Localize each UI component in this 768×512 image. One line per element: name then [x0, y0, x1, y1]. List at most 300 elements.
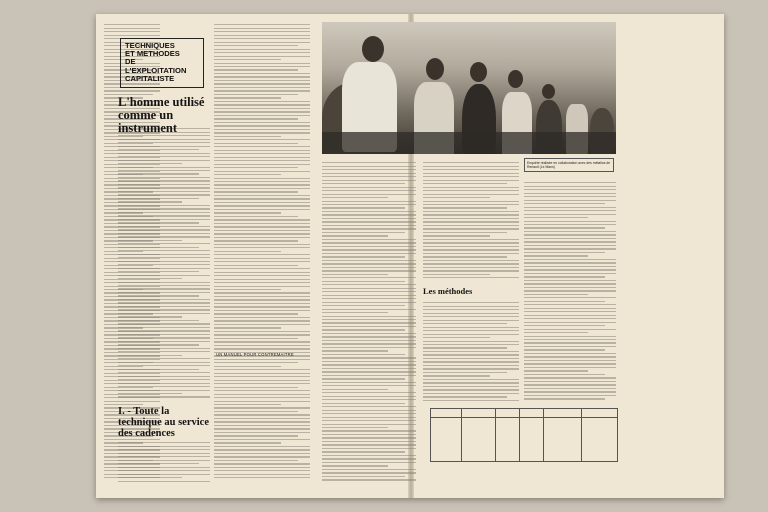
- text-line: [524, 398, 605, 399]
- text-line: [118, 379, 210, 380]
- text-line: [118, 320, 199, 321]
- text-line: [423, 190, 519, 191]
- text-line: [322, 207, 405, 208]
- text-line: [214, 268, 310, 269]
- text-line: [322, 403, 405, 404]
- text-line: [214, 289, 281, 290]
- text-line: [423, 211, 519, 212]
- text-line: [322, 451, 405, 452]
- text-line: [423, 323, 507, 324]
- text-line: [214, 331, 310, 332]
- text-line: [322, 256, 405, 257]
- text-line: [322, 343, 416, 344]
- text-line: [214, 366, 281, 367]
- text-line: [322, 458, 416, 459]
- text-line: [423, 389, 519, 390]
- text-line: [214, 320, 310, 321]
- text-line: [214, 237, 310, 238]
- text-line: [214, 230, 310, 231]
- text-line: [214, 87, 310, 88]
- text-line: [524, 342, 616, 343]
- text-line: [423, 316, 519, 317]
- text-line: [214, 223, 310, 224]
- text-line: [322, 392, 416, 393]
- text-line: [524, 294, 588, 295]
- text-line: [214, 63, 310, 64]
- text-line: [524, 238, 616, 239]
- text-line: [524, 332, 588, 333]
- methods-heading: Les méthodes: [423, 286, 473, 296]
- text-line: [423, 256, 507, 257]
- text-line: [322, 288, 416, 289]
- text-line: [214, 449, 310, 450]
- text-line: [214, 202, 310, 203]
- text-line: [118, 453, 210, 454]
- text-line: [322, 194, 416, 195]
- text-line: [118, 236, 210, 237]
- text-line: [214, 341, 310, 342]
- text-line: [423, 214, 519, 215]
- text-line: [423, 169, 519, 170]
- text-line: [524, 193, 616, 194]
- text-line: [322, 235, 388, 236]
- text-line: [214, 380, 310, 381]
- text-line: [214, 219, 310, 220]
- text-line: [423, 306, 519, 307]
- text-line: [214, 233, 310, 234]
- text-line: [214, 446, 310, 447]
- text-line: [118, 219, 210, 220]
- text-line: [214, 306, 310, 307]
- text-line: [118, 456, 210, 457]
- text-line: [423, 372, 507, 373]
- text-line: [214, 383, 310, 384]
- text-line: [524, 349, 605, 350]
- text-line: [322, 465, 388, 466]
- text-line: [322, 218, 416, 219]
- text-line: [524, 388, 616, 389]
- text-line: [104, 31, 160, 32]
- text-line: [214, 348, 310, 349]
- text-line: [118, 474, 210, 475]
- text-line: [118, 309, 210, 310]
- text-line: [214, 188, 310, 189]
- text-line: [118, 396, 210, 397]
- text-line: [214, 76, 310, 77]
- text-line: [118, 247, 199, 248]
- text-line: [118, 173, 199, 174]
- text-line: [322, 253, 416, 254]
- text-line: [118, 285, 210, 286]
- text-line: [524, 290, 616, 291]
- text-line: [322, 396, 416, 397]
- text-line: [524, 356, 616, 357]
- text-line: [104, 24, 160, 25]
- text-line: [118, 257, 210, 258]
- text-line: [118, 316, 182, 317]
- text-line: [423, 274, 490, 275]
- title-line: ET METHODES: [125, 49, 180, 59]
- text-line: [118, 302, 210, 303]
- article-title-box: [120, 38, 204, 88]
- text-line: [214, 146, 310, 147]
- text-line: [322, 312, 388, 313]
- text-line: [118, 282, 210, 283]
- text-line: [214, 334, 310, 335]
- text-line: [118, 313, 210, 314]
- text-line: [118, 344, 199, 345]
- text-line: [214, 153, 310, 154]
- text-line: [322, 350, 388, 351]
- text-line: [118, 170, 210, 171]
- text-line: [214, 164, 310, 165]
- text-line: [214, 460, 298, 461]
- text-line: [214, 303, 310, 304]
- text-line: [423, 225, 519, 226]
- text-line: [214, 414, 310, 415]
- text-line: [524, 196, 616, 197]
- text-line: [322, 469, 416, 470]
- text-line: [322, 228, 416, 229]
- text-line: [214, 160, 310, 161]
- text-line: [322, 420, 416, 421]
- text-line: [322, 263, 416, 264]
- text-line: [524, 370, 588, 371]
- text-line: [423, 351, 519, 352]
- text-line: [214, 435, 298, 436]
- text-line: [104, 90, 160, 91]
- text-line: [118, 212, 210, 213]
- text-line: [423, 235, 490, 236]
- text-line: [524, 339, 616, 340]
- text-line: [118, 275, 210, 276]
- text-line: [214, 115, 310, 116]
- text-line: [524, 353, 616, 354]
- text-line: [118, 390, 210, 391]
- text-line: [118, 198, 199, 199]
- text-line: [423, 396, 507, 397]
- text-line: [118, 240, 182, 241]
- text-line: [322, 354, 405, 355]
- text-line: [214, 477, 310, 478]
- text-line: [214, 157, 310, 158]
- text-line: [524, 186, 616, 187]
- text-line: [423, 344, 519, 345]
- right-column-3: [524, 180, 616, 402]
- text-line: [118, 163, 182, 164]
- text-line: [214, 111, 310, 112]
- text-line: [322, 169, 416, 170]
- text-line: [118, 470, 210, 471]
- text-line: [214, 387, 298, 388]
- text-line: [214, 327, 281, 328]
- text-line: [214, 150, 310, 151]
- text-line: [214, 212, 281, 213]
- text-line: [118, 463, 199, 464]
- text-line: [423, 386, 519, 387]
- text-line: [118, 229, 210, 230]
- text-line: [214, 181, 310, 182]
- text-line: [423, 277, 519, 278]
- text-line: [423, 194, 519, 195]
- article-headline: L'homme utilisé comme un instrument: [118, 95, 205, 135]
- text-line: [322, 211, 416, 212]
- text-line: [423, 368, 519, 369]
- text-line: [322, 333, 416, 334]
- text-line: [214, 254, 310, 255]
- text-line: [524, 377, 616, 378]
- text-line: [524, 381, 616, 382]
- left-column-3: [214, 22, 310, 482]
- text-line: [322, 361, 416, 362]
- text-line: [214, 251, 281, 252]
- text-line: [214, 42, 310, 43]
- photo-caption: Enquête réalisée en collaboration avec des métallos de Renault (Le Mans): [524, 158, 614, 172]
- text-line: [214, 411, 298, 412]
- text-line: [214, 28, 310, 29]
- text-line: [322, 270, 416, 271]
- text-line: [214, 69, 298, 70]
- text-line: [524, 252, 605, 253]
- text-line: [423, 313, 519, 314]
- text-line: [322, 221, 416, 222]
- text-line: [214, 376, 310, 377]
- text-line: [214, 56, 310, 57]
- text-line: [214, 45, 298, 46]
- text-line: [214, 83, 310, 84]
- text-line: [322, 190, 416, 191]
- left-column-2b: [118, 440, 210, 484]
- text-line: [322, 410, 416, 411]
- text-line: [118, 330, 210, 331]
- text-line: [104, 28, 160, 29]
- text-line: [524, 315, 616, 316]
- text-line: [423, 267, 519, 268]
- text-line: [322, 364, 416, 365]
- text-line: [524, 214, 616, 215]
- text-line: [104, 35, 160, 36]
- text-line: [322, 417, 416, 418]
- text-line: [118, 167, 210, 168]
- text-line: [118, 208, 210, 209]
- text-line: [322, 180, 416, 181]
- text-line: [322, 371, 416, 372]
- workers-photo: [322, 22, 616, 154]
- text-line: [118, 268, 210, 269]
- text-line: [118, 146, 210, 147]
- text-line: [118, 295, 199, 296]
- text-line: [524, 329, 616, 330]
- text-line: [524, 308, 616, 309]
- text-line: [214, 132, 310, 133]
- text-line: [423, 176, 519, 177]
- text-line: [322, 232, 405, 233]
- text-line: [322, 176, 416, 177]
- text-line: [118, 153, 210, 154]
- text-line: [118, 149, 199, 150]
- text-line: [322, 434, 416, 435]
- text-line: [322, 424, 416, 425]
- text-line: [524, 210, 616, 211]
- text-line: [118, 467, 210, 468]
- text-line: [524, 360, 616, 361]
- text-line: [118, 355, 182, 356]
- text-line: [322, 281, 405, 282]
- text-line: [322, 173, 416, 174]
- text-line: [524, 276, 605, 277]
- text-line: [214, 362, 298, 363]
- text-line: [214, 390, 310, 391]
- text-line: [524, 322, 616, 323]
- text-line: [214, 122, 310, 123]
- text-line: [524, 367, 616, 368]
- text-line: [214, 97, 281, 98]
- text-line: [214, 195, 310, 196]
- text-line: [322, 249, 416, 250]
- text-line: [214, 313, 298, 314]
- text-line: [118, 191, 210, 192]
- text-line: [214, 359, 310, 360]
- text-line: [423, 365, 519, 366]
- text-line: [214, 38, 310, 39]
- text-line: [118, 250, 210, 251]
- text-line: [214, 286, 310, 287]
- text-line: [118, 180, 210, 181]
- text-line: [214, 244, 310, 245]
- text-line: [322, 225, 416, 226]
- text-line: [423, 187, 519, 188]
- text-line: [322, 448, 416, 449]
- text-line: [214, 467, 310, 468]
- text-line: [524, 269, 616, 270]
- text-line: [214, 94, 298, 95]
- text-line: [524, 346, 616, 347]
- text-line: [118, 383, 210, 384]
- text-line: [423, 228, 519, 229]
- text-line: [322, 316, 416, 317]
- text-line: [322, 187, 416, 188]
- text-line: [423, 221, 519, 222]
- text-line: [524, 234, 616, 235]
- text-line: [524, 189, 616, 190]
- text-line: [214, 101, 310, 102]
- text-line: [214, 272, 310, 273]
- text-line: [214, 317, 310, 318]
- text-line: [322, 476, 405, 477]
- text-line: [423, 239, 519, 240]
- text-line: [322, 201, 416, 202]
- text-line: [423, 334, 519, 335]
- text-line: [118, 184, 210, 185]
- text-line: [322, 329, 405, 330]
- text-line: [214, 394, 310, 395]
- text-line: [423, 263, 519, 264]
- text-line: [214, 282, 310, 283]
- text-line: [423, 341, 519, 342]
- text-line: [322, 166, 416, 167]
- text-line: [423, 173, 519, 174]
- text-line: [214, 171, 310, 172]
- text-line: [214, 31, 310, 32]
- text-line: [322, 242, 416, 243]
- title-line: TECHNIQUES: [125, 41, 175, 50]
- text-line: [322, 413, 416, 414]
- text-line: [322, 204, 416, 205]
- text-line: [214, 247, 310, 248]
- text-line: [118, 323, 210, 324]
- text-line: [118, 142, 210, 143]
- text-line: [423, 197, 490, 198]
- text-line: [214, 407, 310, 408]
- text-line: [214, 174, 281, 175]
- text-line: [524, 221, 616, 222]
- text-line: [524, 262, 616, 263]
- text-line: [118, 233, 210, 234]
- text-line: [118, 386, 210, 387]
- text-line: [214, 178, 310, 179]
- text-line: [524, 391, 616, 392]
- text-line: [214, 324, 310, 325]
- text-line: [214, 184, 310, 185]
- text-line: [322, 326, 416, 327]
- text-line: [214, 432, 310, 433]
- text-line: [214, 442, 281, 443]
- text-line: [322, 479, 416, 480]
- text-line: [524, 384, 616, 385]
- title-line: DE L'EXPLOITATION: [125, 57, 187, 75]
- text-line: [524, 259, 616, 260]
- text-line: [322, 162, 416, 163]
- text-line: [423, 375, 490, 376]
- text-line: [423, 183, 507, 184]
- text-line: [214, 421, 310, 422]
- title-line: CAPITALISTE: [125, 73, 175, 83]
- text-line: [214, 299, 310, 300]
- text-line: [423, 166, 519, 167]
- text-line: [423, 347, 507, 348]
- text-line: [423, 354, 519, 355]
- text-line: [214, 470, 310, 471]
- text-line: [322, 340, 416, 341]
- text-line: [322, 267, 416, 268]
- text-line: [322, 472, 416, 473]
- text-line: [423, 204, 519, 205]
- text-line: [118, 477, 182, 478]
- text-line: [423, 320, 519, 321]
- text-line: [118, 481, 210, 482]
- section-heading: I. - Toute la technique au service des cadences: [118, 406, 209, 439]
- manual-subheading: UN MANUEL POUR CONTREMAITRE: [216, 352, 294, 357]
- text-line: [118, 215, 210, 216]
- text-line: [214, 90, 310, 91]
- text-line: [118, 362, 210, 363]
- text-line: [423, 270, 519, 271]
- text-line: [524, 301, 605, 302]
- text-line: [322, 309, 416, 310]
- text-line: [214, 456, 310, 457]
- text-line: [322, 382, 416, 383]
- text-line: [118, 271, 199, 272]
- text-line: [322, 239, 416, 240]
- text-line: [322, 430, 416, 431]
- text-line: [118, 348, 210, 349]
- text-line: [524, 273, 616, 274]
- text-line: [524, 200, 616, 201]
- text-line: [214, 258, 310, 259]
- text-line: [214, 338, 298, 339]
- text-line: [118, 278, 182, 279]
- left-column-2: [118, 126, 210, 402]
